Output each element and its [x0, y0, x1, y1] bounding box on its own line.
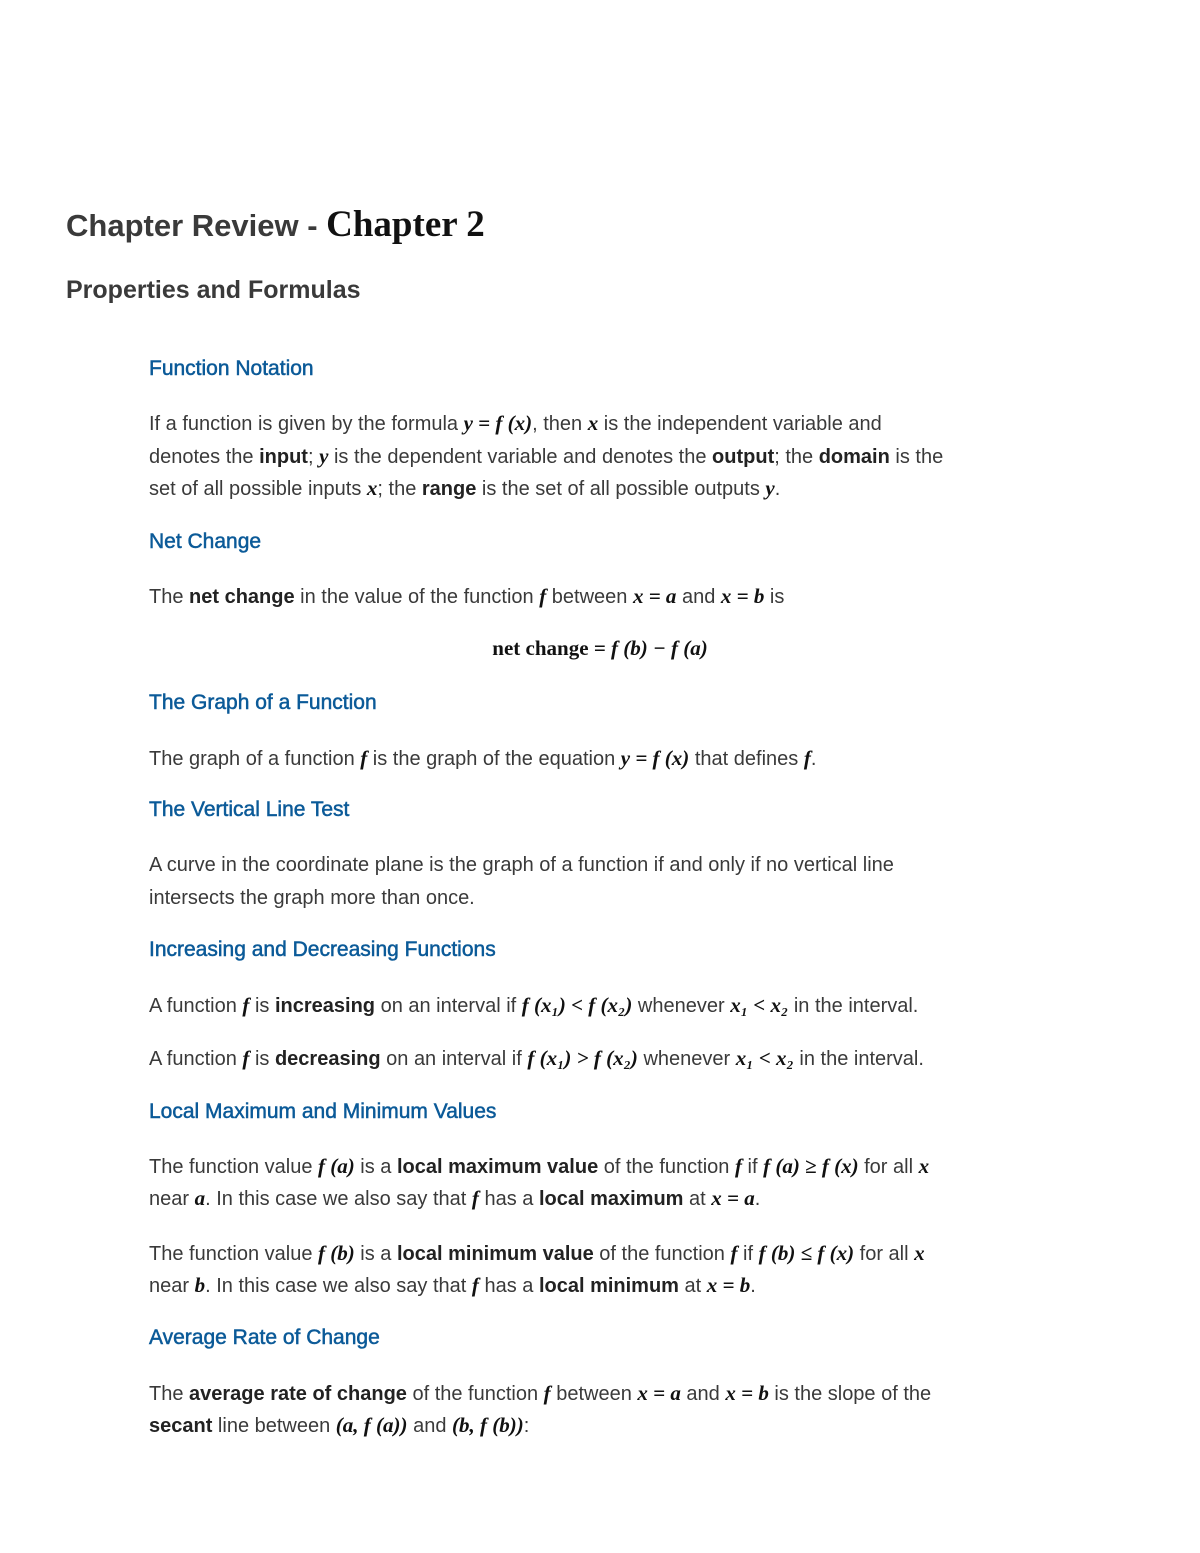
section-title: Properties and Formulas: [66, 276, 361, 304]
vlt-line-1: A curve in the coordinate plane is the graph of a function if and only if no vertical line: [149, 854, 894, 876]
heading-increasing-decreasing: Increasing and Decreasing Functions: [149, 938, 496, 961]
heading-graph-of-function: The Graph of a Function: [149, 691, 377, 714]
local-max-line-1: The function value f (a) is a local maximum value of the function f if f (a) ≥ f (x) for all x: [149, 1154, 930, 1178]
heading-function-notation: Function Notation: [149, 357, 314, 380]
vlt-line-2: intersects the graph more than once.: [149, 887, 475, 909]
heading-vertical-line-test: The Vertical Line Test: [149, 798, 350, 821]
increasing-line: A function f is increasing on an interval if f (x₁) < f (x₂) whenever x₁ < x₂ in the interval.: [149, 993, 919, 1017]
local-min-line-2: near b. In this case we also say that f has a local minimum at x = b.: [149, 1273, 756, 1297]
title-chapter: Chapter 2: [326, 204, 485, 245]
local-max-line-2: near a. In this case we also say that f has a local maximum at x = a.: [149, 1186, 761, 1210]
title-prefix: Chapter Review -: [66, 208, 327, 243]
decreasing-line: A function f is decreasing on an interval if f (x₁) > f (x₂) whenever x₁ < x₂ in the interval.: [149, 1046, 924, 1070]
page-title: [66, 203, 485, 246]
function-notation-line-2: denotes the input; y is the dependent variable and denotes the output; the domain is the: [149, 444, 944, 468]
net-change-line: The net change in the value of the function f between x = a and x = b is: [149, 584, 785, 608]
heading-local-extrema: Local Maximum and Minimum Values: [149, 1100, 497, 1123]
function-notation-line-1: If a function is given by the formula y = f (x), then x is the independent variable and: [149, 411, 882, 435]
graph-line: The graph of a function f is the graph of the equation y = f (x) that defines f.: [149, 746, 817, 770]
avg-rate-line-1: The average rate of change of the function f between x = a and x = b is the slope of the: [149, 1381, 932, 1405]
heading-net-change: Net Change: [149, 530, 262, 553]
heading-average-rate-of-change: Average Rate of Change: [149, 1326, 380, 1349]
function-notation-line-3: set of all possible inputs x; the range is the set of all possible outputs y.: [149, 476, 781, 500]
avg-rate-line-2: secant line between (a, f (a)) and (b, f (b)):: [149, 1413, 530, 1437]
local-min-line-1: The function value f (b) is a local minimum value of the function f if f (b) ≤ f (x) for all x: [149, 1241, 925, 1265]
net-change-formula: net change = f (b) − f (a): [492, 636, 708, 660]
